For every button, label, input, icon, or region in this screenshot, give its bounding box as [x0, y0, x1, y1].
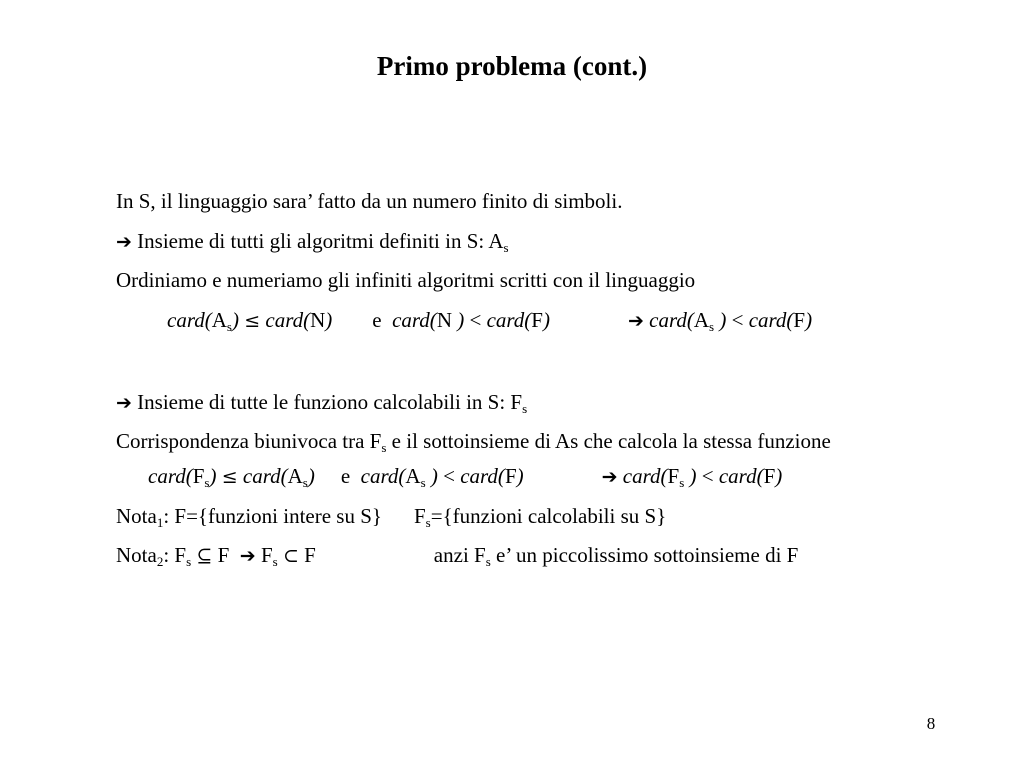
close-paren: ) — [689, 464, 697, 488]
line6-text-b: e il sottoinsieme di As che calcola la stessa funzione — [386, 429, 831, 453]
subset-symbol: ⊂ — [282, 545, 299, 567]
close-paren: ) — [209, 464, 217, 488]
nota2-f: F — [304, 543, 316, 567]
nota1-sub: s — [425, 515, 431, 530]
sub-s: s — [679, 475, 685, 490]
card-fn: card( — [486, 308, 532, 332]
set-f: F — [504, 464, 517, 488]
card-fn: card( — [167, 308, 212, 332]
card-fn: card( — [748, 308, 794, 332]
set-n: N — [310, 308, 326, 332]
set-f: F — [793, 308, 806, 332]
arrow-icon: ➔ — [601, 466, 618, 488]
card-fn: card( — [392, 308, 437, 332]
lt-symbol: < — [731, 308, 744, 332]
card-fn: card( — [649, 308, 694, 332]
set-a: A — [405, 464, 421, 488]
close-paren: ) — [516, 464, 524, 488]
conj-e: e — [340, 464, 351, 488]
leq-symbol: ≤ — [244, 310, 261, 332]
close-paren: ) — [325, 308, 333, 332]
lt-symbol: < — [443, 464, 455, 488]
set-f: F — [192, 464, 205, 488]
subseteq-symbol: ⊆ — [196, 545, 213, 567]
nota2-sub: s — [272, 554, 278, 569]
arrow-icon: ➔ — [627, 310, 644, 332]
text-line-algoritmi — [116, 227, 509, 256]
sub-s: s — [226, 319, 232, 334]
sub-s: s — [302, 475, 308, 490]
line5-text: Insieme di tutte le funziono calcolabili in S: F — [131, 390, 523, 414]
card-fn: card( — [360, 464, 406, 488]
nota2-text-end: e’ un piccolissimo sottoinsieme di F — [490, 543, 799, 567]
lt-symbol: < — [469, 308, 482, 332]
close-paren: ) — [542, 308, 550, 332]
nota2-label-sub: 2 — [156, 554, 164, 569]
text-line-corrispondenza — [116, 427, 831, 455]
text-line-linguaggio — [116, 187, 622, 215]
nota2-f: F — [217, 543, 230, 567]
nota1-text-a: : F={funzioni intere su S} — [163, 504, 382, 528]
lt-symbol: < — [701, 464, 714, 488]
set-a: A — [693, 308, 710, 332]
arrow-icon: ➔ — [239, 545, 256, 567]
line2-sub: s — [503, 240, 509, 255]
line5-sub: s — [522, 401, 528, 416]
nota2-fs: : F — [163, 543, 187, 567]
card-fn: card( — [148, 464, 193, 488]
card-fn: card( — [622, 464, 668, 488]
nota1-fs: F — [413, 504, 426, 528]
sub-s: s — [204, 475, 210, 490]
set-a: A — [287, 464, 303, 488]
page-number: 8 — [926, 714, 936, 733]
nota2-text-anzi: anzi F — [433, 543, 486, 567]
line1-text: In S, il linguaggio sara’ fatto da un numero finito di simboli. — [116, 189, 623, 213]
close-paren: ) — [430, 464, 438, 488]
set-f: F — [763, 464, 776, 488]
text-line-nota2 — [116, 541, 798, 570]
close-paren: ) — [719, 308, 727, 332]
arrow-icon: ➔ — [116, 392, 132, 414]
line2-text: Insieme di tutti gli algoritmi definiti in S: A — [131, 229, 504, 253]
slide-title: Primo problema (cont.) — [376, 51, 648, 81]
text-line-funzioni-calcolabili — [116, 388, 527, 417]
card-fn: card( — [242, 464, 288, 488]
nota2-f: F — [260, 543, 273, 567]
set-f: F — [667, 464, 680, 488]
line3-text: Ordiniamo e numeriamo gli infiniti algoritmi scritti con il linguaggio — [116, 268, 696, 292]
close-paren: ) — [307, 464, 315, 488]
close-paren: ) — [775, 464, 783, 488]
nota1-label: Nota — [116, 504, 157, 528]
formula-cardinality-fs — [148, 462, 782, 491]
line6-sub: s — [381, 440, 387, 455]
nota1-label-sub: 1 — [156, 515, 164, 530]
card-fn: card( — [718, 464, 764, 488]
nota2-sub: s — [485, 554, 491, 569]
close-paren: ) — [457, 308, 465, 332]
leq-symbol: ≤ — [221, 466, 238, 488]
nota2-sub: s — [186, 554, 192, 569]
line6-text-a: Corrispondenza biunivoca tra F — [116, 429, 382, 453]
set-n: N — [436, 308, 452, 332]
formula-cardinality-as — [167, 306, 812, 335]
nota1-text-b: ={funzioni calcolabili su S} — [430, 504, 667, 528]
close-paren: ) — [231, 308, 239, 332]
nota2-label: Nota — [116, 543, 157, 567]
text-line-nota1 — [116, 502, 666, 530]
conj-e: e — [372, 308, 382, 332]
card-fn: card( — [265, 308, 311, 332]
arrow-icon: ➔ — [116, 231, 132, 253]
set-a: A — [211, 308, 227, 332]
close-paren: ) — [805, 308, 813, 332]
set-f: F — [531, 308, 543, 332]
sub-s: s — [709, 319, 715, 334]
card-fn: card( — [460, 464, 505, 488]
sub-s: s — [420, 475, 426, 490]
text-line-ordiniamo — [116, 266, 695, 294]
